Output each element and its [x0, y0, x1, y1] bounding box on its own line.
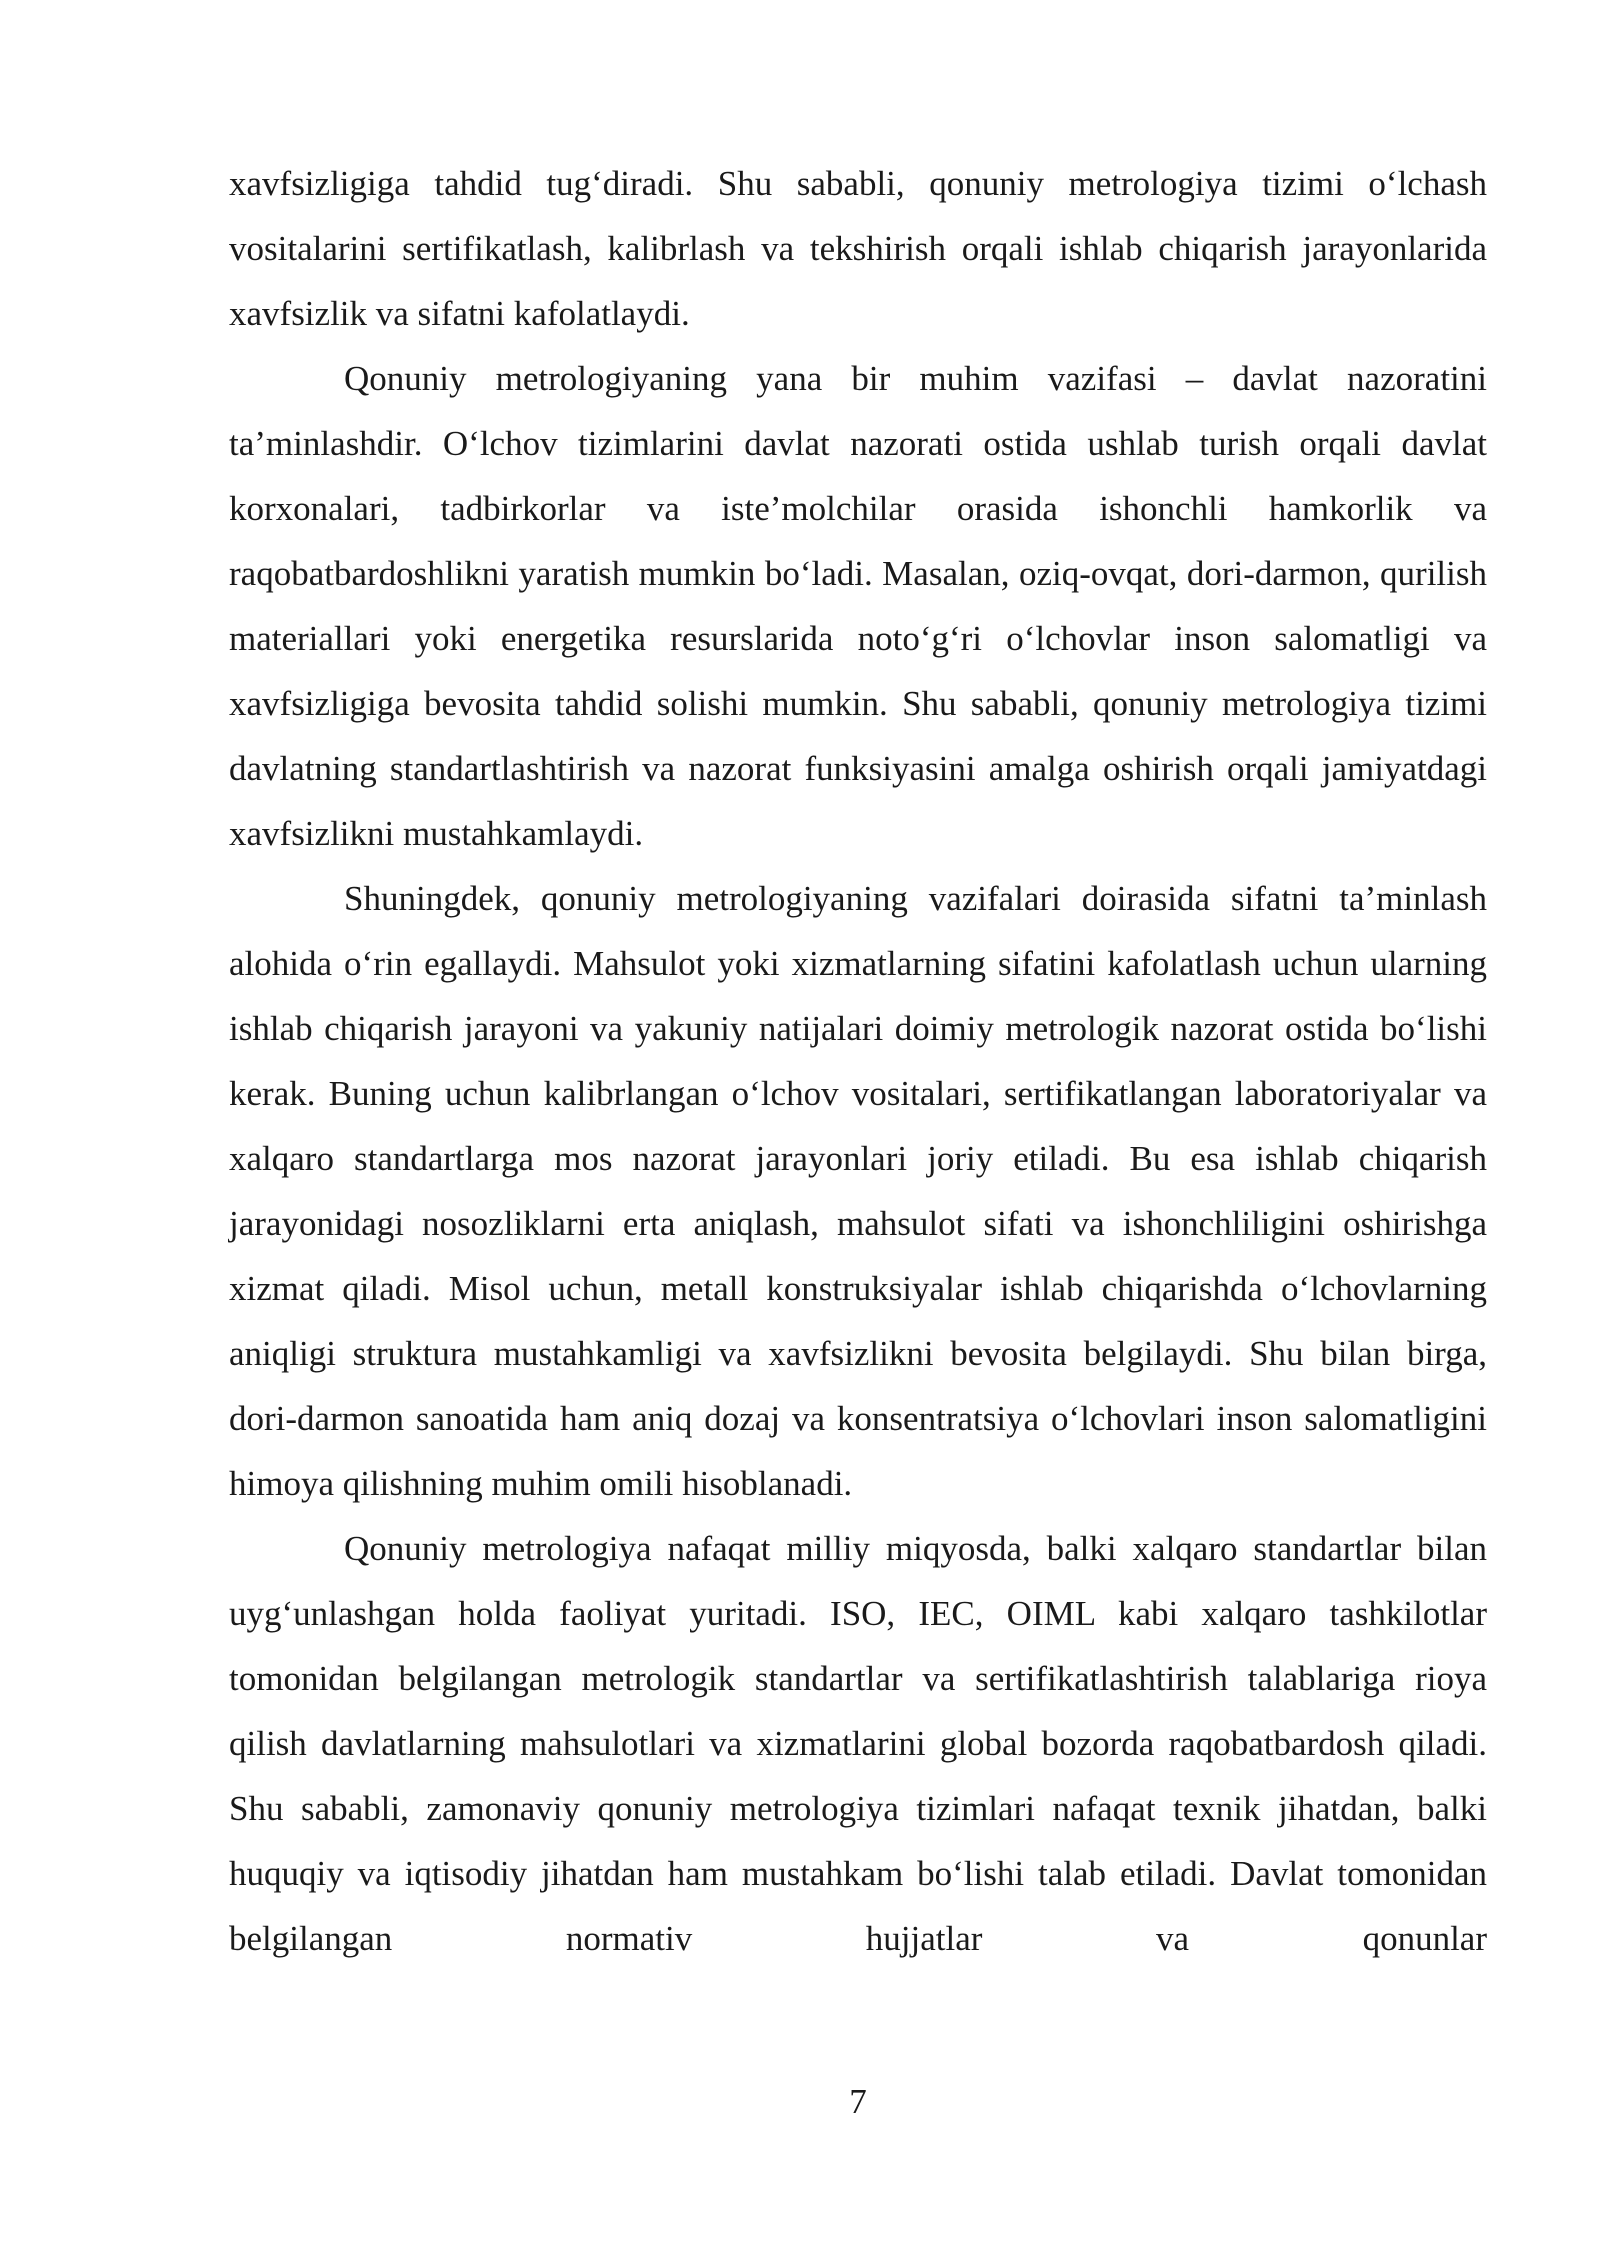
- paragraph-quality-assurance: Shuningdek, qonuniy metrologiyaning vazifalari doirasida sifatni ta’minlash alohida o‘rin egallaydi. Mahsulot yoki xizmatlarning sifatini kafolatlash uchun ularning ishlab chiqarish jarayoni va yakuniy natijalari doimiy metrologik nazorat ostida bo‘lishi kerak. Buning uchun kalibrlangan o‘lchov vositalari, sertifikatlangan laboratoriyalar va xalqaro standartlarga mos nazorat jarayonlari joriy etiladi. Bu esa ishlab chiqarish jarayonidagi nosozliklarni erta aniqlash, mahsulot sifati va ishonchliligini oshirishga xizmat qiladi. Misol uchun, metall konstruksiyalar ishlab chiqarishda o‘lchovlarning aniqligi struktura mustahkamligi va xavfsizlikni bevosita belgilaydi. Shu bilan birga, dori-darmon sanoatida ham aniq dozaj va konsentratsiya o‘lchovlari inson salomatligini himoya qilishning muhim omili hisoblanadi.: [229, 879, 1487, 1503]
- page-number: 7: [849, 2082, 867, 2121]
- body-text: [229, 151, 1487, 1971]
- paragraph-state-control: Qonuniy metrologiyaning yana bir muhim vazifasi – davlat nazoratini ta’minlashdir. O‘lchov tizimlarini davlat nazorati ostida ushlab turish orqali davlat korxonalari, tadbirkorlar va iste’molchilar orasida ishonchli hamkorlik va raqobatbardoshlikni yaratish mumkin bo‘ladi. Masalan, oziq-ovqat, dori-darmon, qurilish materiallari yoki energetika resurslarida noto‘g‘ri o‘lchovlar inson salomatligi va xavfsizligiga bevosita tahdid solishi mumkin. Shu sababli, qonuniy metrologiya tizimi davlatning standartlashtirish va nazorat funksiyasini amalga oshirish orqali jamiyatdagi xavfsizlikni mustahkamlaydi.: [229, 359, 1487, 853]
- paragraph-international-standards: Qonuniy metrologiya nafaqat milliy miqyosda, balki xalqaro standartlar bilan uyg‘unlashgan holda faoliyat yuritadi. ISO, IEC, OIML kabi xalqaro tashkilotlar tomonidan belgilangan metrologik standartlar va sertifikatlashtirish talablariga rioya qilish davlatlarning mahsulotlari va xizmatlarini global bozorda raqobatbardosh qiladi. Shu sababli, zamonaviy qonuniy metrologiya tizimlari nafaqat texnik jihatdan, balki huquqiy va iqtisodiy jihatdan ham mustahkam bo‘lishi talab etiladi. Davlat tomonidan belgilangan normativ hujjatlar va qonunlar: [229, 1529, 1487, 1958]
- paragraph-continuation: xavfsizligiga tahdid tug‘diradi. Shu sababli, qonuniy metrologiya tizimi o‘lchash vositalarini sertifikatlash, kalibrlash va tekshirish orqali ishlab chiqarish jarayonlarida xavfsizlik va sifatni kafolatlaydi.: [229, 164, 1487, 333]
